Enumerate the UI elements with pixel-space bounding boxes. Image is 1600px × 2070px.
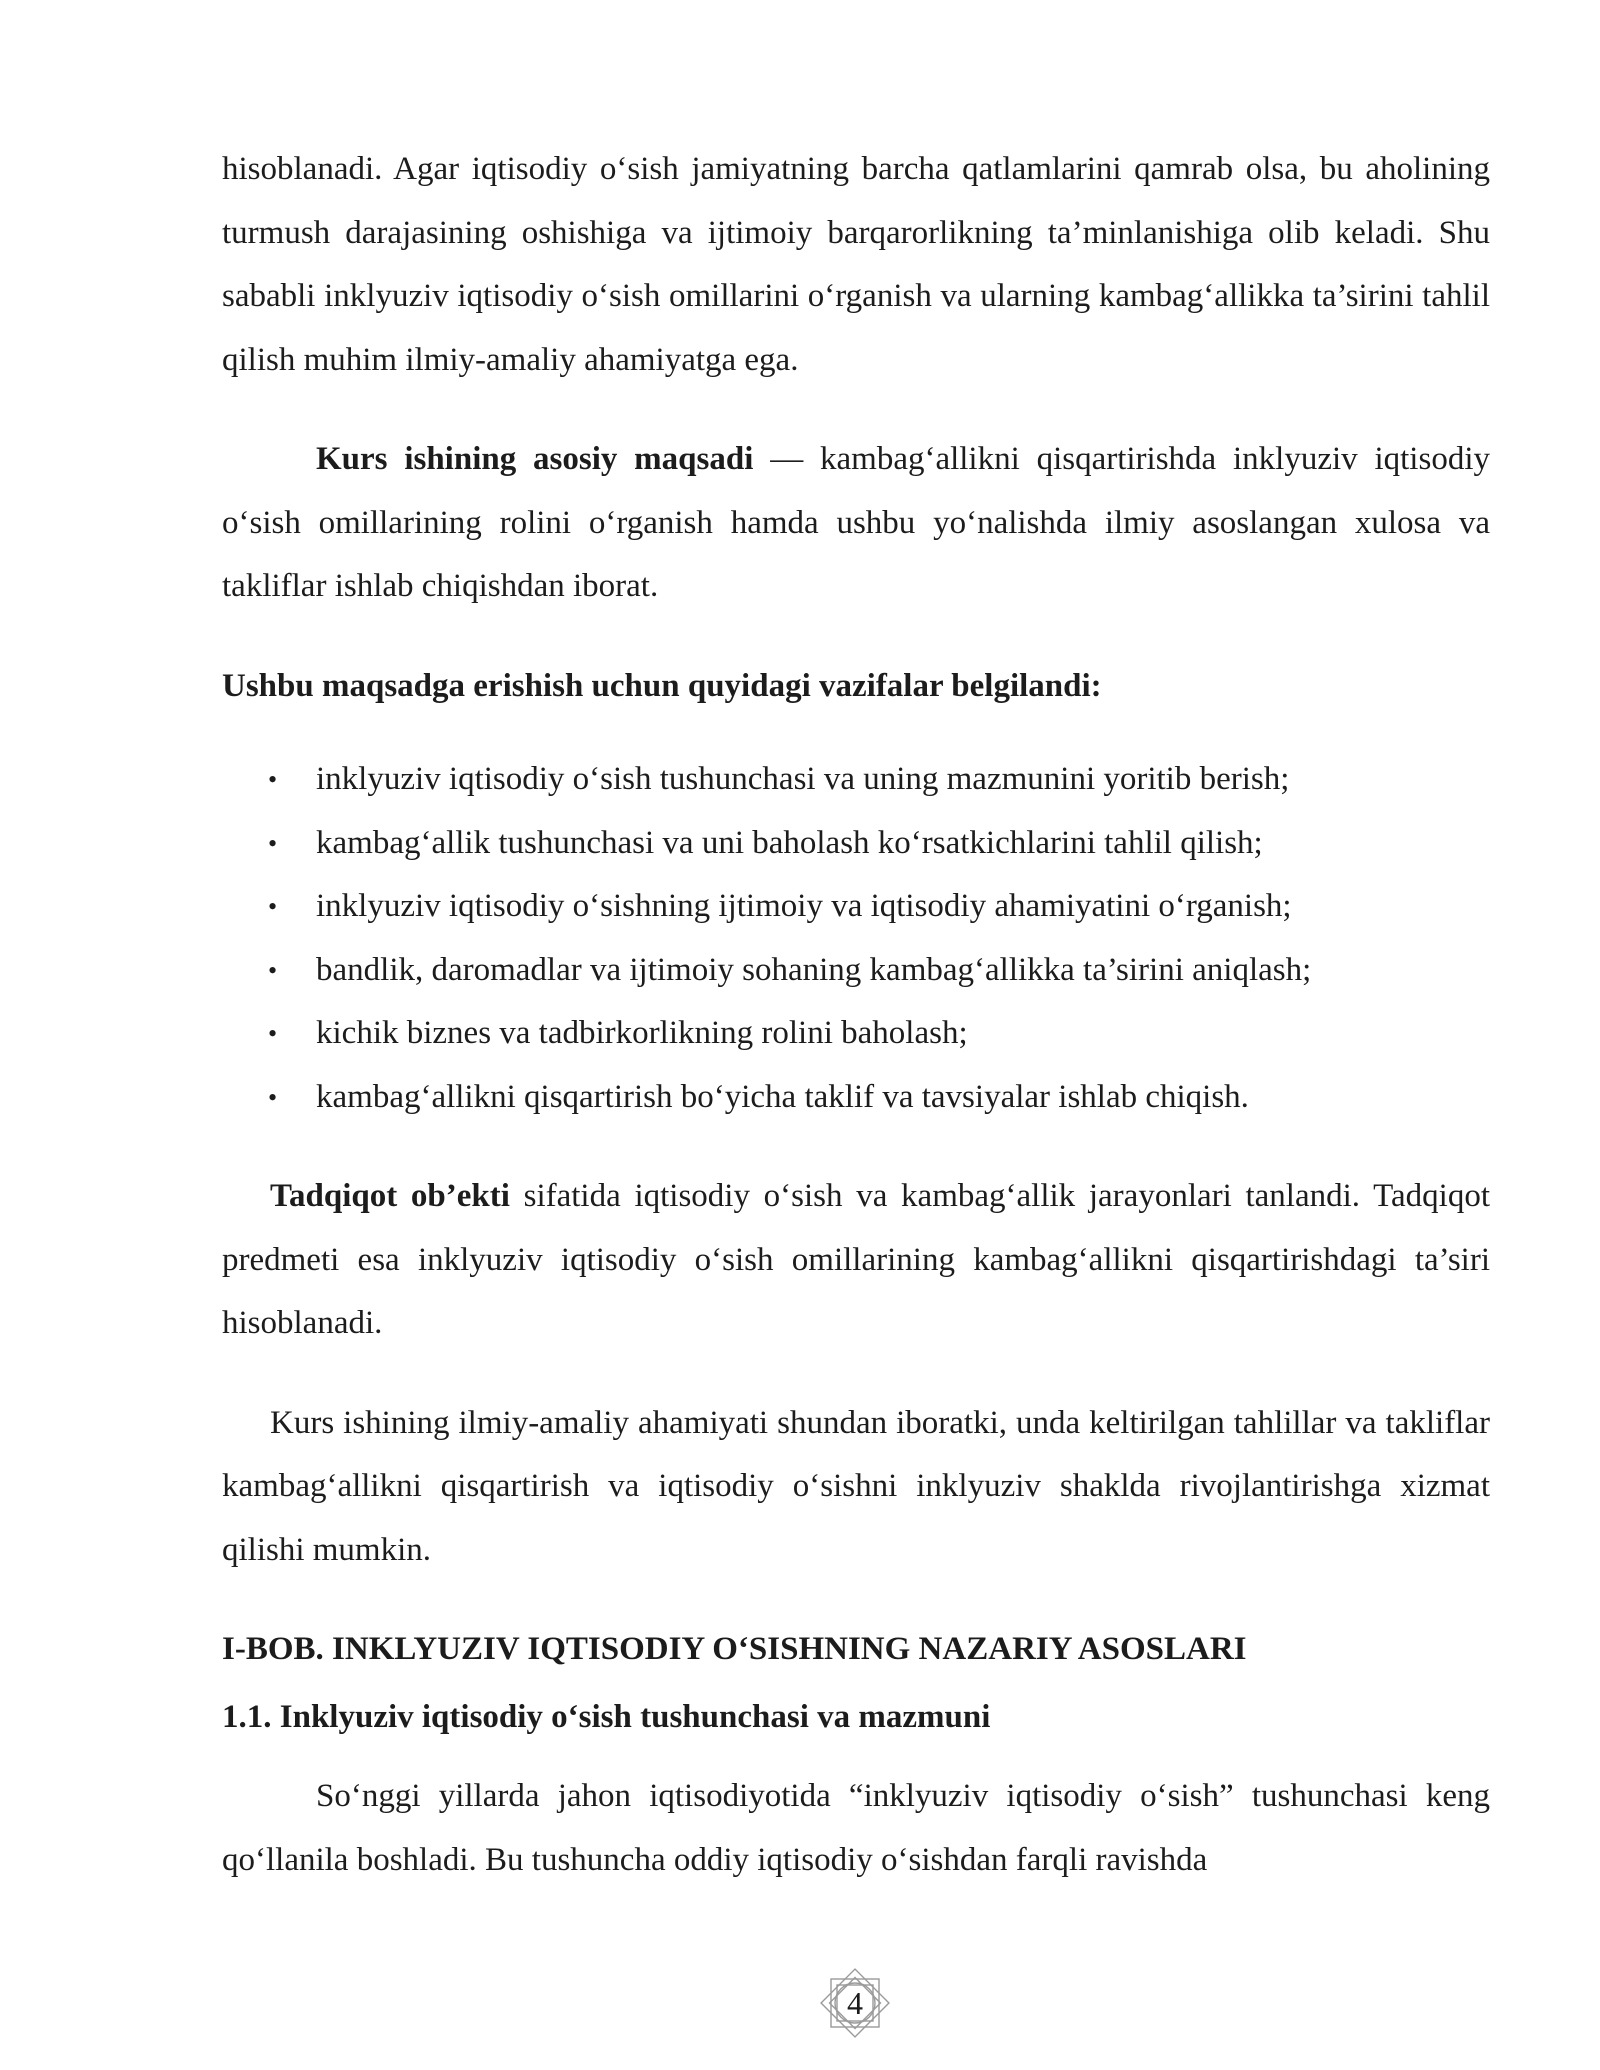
bullet-icon: • [268,1082,278,1112]
list-item [222,939,1490,1003]
page-number: 4 [847,1985,863,2021]
paragraph-research-object [222,1165,1490,1356]
bullet-icon: • [268,765,278,794]
paragraph-practical-significance: Kurs ishining ilmiy-amaliy ahamiyati shundan iboratki, unda keltirilgan tahlillar va takliflar kambag‘allikni qisqartirish va iqtisodiy o‘sishni inklyuziv shaklda rivojlantirishga xizmat qilishi mumkin. [222,1404,1490,1568]
bullet-icon: • [268,1019,278,1048]
list-item-text: bandlik, daromadlar va ijtimoiy sohaning kambag‘allikka ta’sirini aniqlash; [316,951,1312,988]
research-object-label: Tadqiqot ob’ekti [270,1178,510,1214]
tasks-list [222,748,1490,1129]
list-item-text: kambag‘allikni qisqartirish bo‘yicha taklif va tavsiyalar ishlab chiqish. [316,1078,1249,1115]
section-heading: 1.1. Inklyuziv iqtisodiy o‘sish tushunchasi va mazmuni [222,1698,991,1735]
research-object-text: sifatida iqtisodiy o‘sish va kambag‘allik jarayonlari tanlandi. Tadqiqot predmeti esa inklyuziv iqtisodiy o‘sish omillarining kambag‘allikni qisqartirishdagi ta’siri hisoblanadi. [222,1178,1490,1341]
chapter-heading: I-BOB. INKLYUZIV IQTISODIY O‘SISHNING NAZARIY ASOSLARI [222,1631,1247,1667]
document-page [222,138,1490,1892]
bullet-icon: • [268,892,278,921]
course-goal-text: — kambag‘allikni qisqartirishda inklyuziv iqtisodiy o‘sish omillarining rolini o‘rganish hamda ushbu yo‘nalishda ilmiy asoslangan xulosa va takliflar ishlab chiqishdan iborat. [222,441,1490,604]
list-item-text: inklyuziv iqtisodiy o‘sish tushunchasi va uning mazmunini yoritib berish; [316,761,1290,797]
list-item [222,812,1490,876]
list-item [222,748,1490,812]
paragraph-intro-continuation: hisoblanadi. Agar iqtisodiy o‘sish jamiyatning barcha qatlamlarini qamrab olsa, bu aholining turmush darajasining oshishiga va ijtimoiy barqarorlikning ta’minlanishiga olib keladi. Shu sababli inklyuziv iqtisodiy o‘sish omillarini o‘rganish va ularning kambag‘allikka ta’sirini tahlil qilish muhim ilmiy-amaliy ahamiyatga ega. [222,151,1490,378]
list-item-text: kambag‘allik tushunchasi va uni baholash ko‘rsatkichlarini tahlil qilish; [316,824,1263,861]
paragraph-section-intro: So‘nggi yillarda jahon iqtisodiyotida “inklyuziv iqtisodiy o‘sish” tushunchasi keng qo‘llanila boshladi. Bu tushuncha oddiy iqtisodiy o‘sishdan farqli ravishda [222,1778,1490,1878]
bullet-icon: • [268,828,278,858]
tasks-heading: Ushbu maqsadga erishish uchun quyidagi vazifalar belgilandi: [222,667,1102,704]
list-item [222,1066,1490,1130]
list-item-text: kichik biznes va tadbirkorlikning rolini baholash; [316,1015,968,1051]
course-goal-label: Kurs ishining asosiy maqsadi [316,441,754,477]
list-item [222,875,1490,939]
list-item-text: inklyuziv iqtisodiy o‘sishning ijtimoiy va iqtisodiy ahamiyatini o‘rganish; [316,888,1292,924]
page-number-badge [815,1963,895,2043]
bullet-icon: • [268,955,278,985]
paragraph-course-goal [222,428,1490,619]
list-item [222,1002,1490,1066]
